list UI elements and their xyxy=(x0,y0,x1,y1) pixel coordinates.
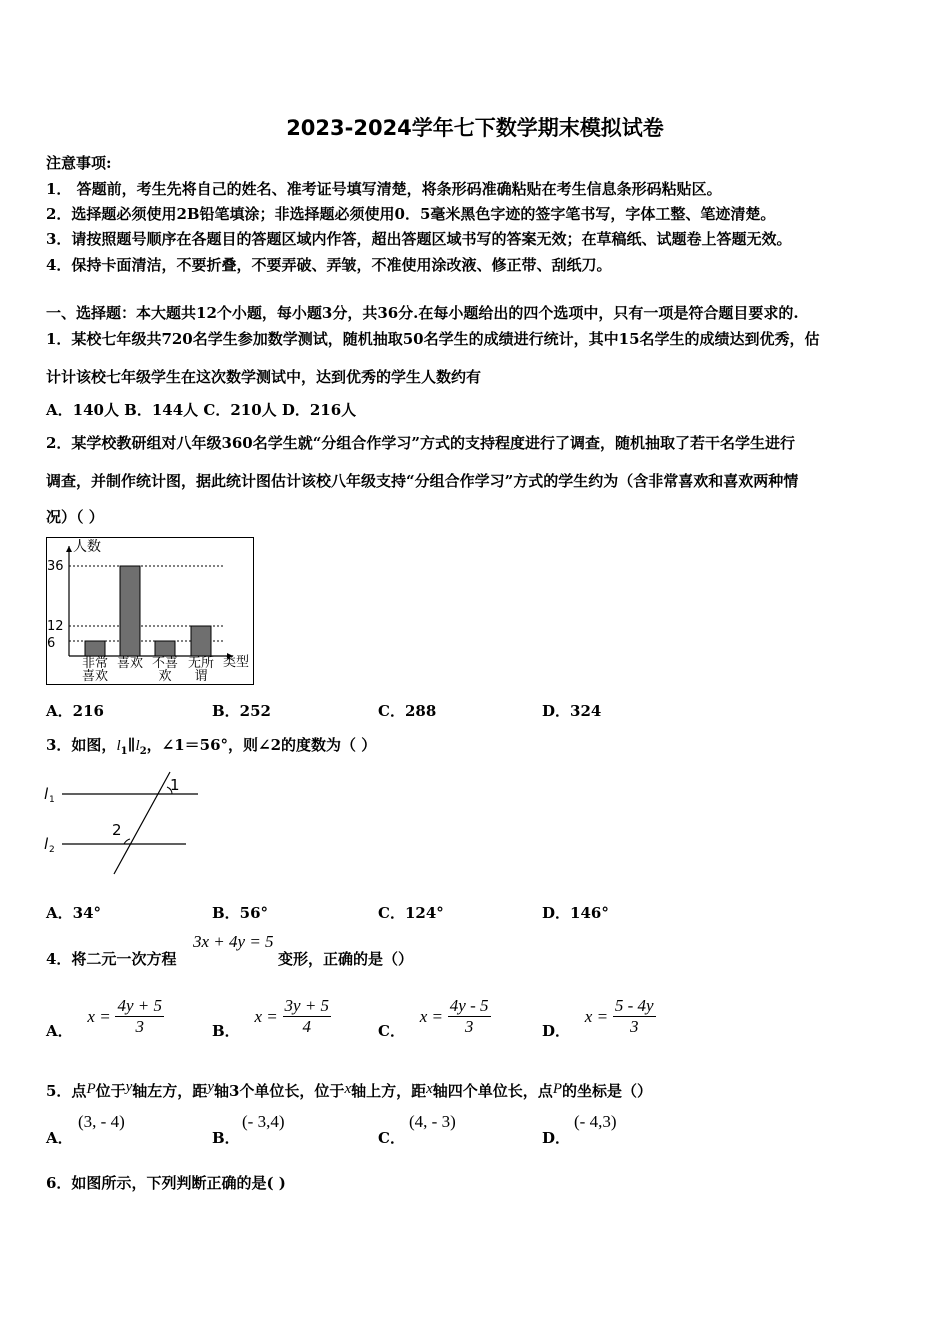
q4-option-b-lhs: x = xyxy=(254,1006,278,1026)
q5-p2: P xyxy=(552,1081,562,1097)
q4-option-d-label: D． xyxy=(542,1022,571,1040)
q3-l2: l xyxy=(135,738,140,754)
q4-stem-suffix: 变形，正确的是（） xyxy=(278,950,414,968)
q5-s4: 轴3个单位长，位于 xyxy=(213,1082,345,1100)
q3-l1-sub: 1 xyxy=(120,746,128,757)
q4-option-a-num: 4y + 5 xyxy=(117,996,163,1015)
q2-option-c: C．288 xyxy=(378,702,437,720)
q4-option-a-label: A． xyxy=(46,1022,73,1040)
q3-option-a: A．34° xyxy=(46,904,102,922)
q2-stem-line1: 2．某学校教研组对八年级360名学生就“分组合作学习”方式的支持程度进行了调查，随机抽取了若干名学生进行 xyxy=(46,434,796,452)
q2-stem-line2: 调查，并制作统计图，据此统计图估计该校八年级支持“分组合作学习”方式的学生约为（含非常喜欢和喜欢两种情 xyxy=(46,472,799,490)
q4-option-c-label: C． xyxy=(378,1022,405,1040)
section-heading: 一、选择题：本大题共12个小题，每小题3分，共36分.在每小题给出的四个选项中，只有一项是符合题目要求的. xyxy=(46,304,799,322)
bar-chart-frame xyxy=(46,537,254,685)
label-angle-2: 2 xyxy=(112,821,122,839)
q4-option-b-label: B． xyxy=(212,1022,240,1040)
x-tick-label-不喜欢-1: 欢 xyxy=(158,669,172,684)
bar-不喜欢 xyxy=(155,641,175,656)
bar-非常喜欢 xyxy=(85,641,105,656)
q4-equation: 3x + 4y = 5 xyxy=(193,932,274,951)
q6-stem: 6．如图所示，下列判断正确的是( ) xyxy=(46,1174,286,1192)
angle-2-arc xyxy=(124,839,130,844)
q5-option-a-value: (3, - 4) xyxy=(78,1112,125,1131)
q4-option-c xyxy=(378,992,491,1041)
y-axis-arrow xyxy=(66,546,72,552)
q4-option-b-frac xyxy=(283,996,332,1037)
x-tick-label-喜欢-0: 喜欢 xyxy=(116,656,144,671)
q3-stem-prefix: 3．如图， xyxy=(46,736,117,754)
q4-option-b-num: 3y + 5 xyxy=(284,996,330,1015)
notice-item-4: 4．保持卡面清洁，不要折叠，不要弄破、弄皱，不准使用涂改液、修正带、刮纸刀。 xyxy=(46,256,612,274)
q5-s7: 的坐标是（） xyxy=(561,1082,652,1100)
x-tick-label-非常喜欢-1: 喜欢 xyxy=(81,669,109,684)
q4-option-a xyxy=(46,992,164,1041)
x-tick-label-无所谓-0: 无所 xyxy=(187,656,215,671)
q5-option-c-label: C． xyxy=(378,1129,405,1147)
q5-s1: 5．点 xyxy=(46,1082,87,1100)
q2-option-a: A．216 xyxy=(46,702,104,720)
y-tick-label-12: 12 xyxy=(47,619,64,634)
q5-p1: P xyxy=(86,1081,96,1097)
q5-s2: 位于 xyxy=(95,1082,126,1100)
q3-option-b: B．56° xyxy=(212,904,269,922)
y-tick-label-36: 36 xyxy=(47,559,64,574)
y-tick-label-6: 6 xyxy=(47,636,56,651)
notice-heading: 注意事项: xyxy=(46,154,112,172)
page-title: 2023-2024学年七下数学期末模拟试卷 xyxy=(286,116,664,140)
q3-option-d: D．146° xyxy=(542,904,609,922)
q4-option-c-den: 3 xyxy=(464,1017,474,1036)
q4-stem-prefix: 4．将二元一次方程 xyxy=(46,950,177,968)
q5-s3: 轴左方，距 xyxy=(132,1082,208,1100)
q2-option-b: B．252 xyxy=(212,702,271,720)
q5-x2: x xyxy=(426,1081,433,1097)
bar-喜欢 xyxy=(120,566,140,656)
q5-option-c-value: (4, - 3) xyxy=(409,1112,456,1131)
notice-item-3: 3．请按照题号顺序在各题目的答题区域内作答，超出答题区域书写的答案无效；在草稿纸、试题卷上答题无效。 xyxy=(46,230,792,248)
q1-stem-line1: 1．某校七年级共720名学生参加数学测试，随机抽取50名学生的成绩进行统计，其中15名学生的成绩达到优秀，估 xyxy=(46,330,820,348)
q5-stem xyxy=(46,1080,652,1101)
q2-stem-line3: 况）（ ） xyxy=(46,508,104,526)
q4-option-c-lhs: x = xyxy=(419,1006,444,1026)
q1-options: A．140人 B．144人 C．210人 D．216人 xyxy=(46,401,357,419)
q5-y2: y xyxy=(207,1079,214,1095)
q3-parallel: ∥ xyxy=(127,736,136,754)
q4-option-d-lhs: x = xyxy=(584,1006,609,1026)
q5-s5: 轴上方，距 xyxy=(351,1082,427,1100)
q5-y1: y xyxy=(125,1079,133,1095)
q4-option-d-num: 5 - 4y xyxy=(614,996,654,1015)
label-l1-sub: 1 xyxy=(49,795,55,805)
q5-option-a-label: A． xyxy=(46,1129,73,1147)
label-l1: l xyxy=(44,785,49,803)
q5-option-b-label: B． xyxy=(212,1129,240,1147)
x-tick-label-非常喜欢-0: 非常 xyxy=(81,656,109,671)
x-tick-label-不喜欢-0: 不喜 xyxy=(151,656,179,671)
q4-option-a-den: 3 xyxy=(135,1017,144,1036)
label-angle-1: 1 xyxy=(170,776,180,794)
q5-x1: x xyxy=(344,1081,352,1097)
parallel-lines-figure xyxy=(40,770,210,880)
x-tick-label-无所谓-1: 谓 xyxy=(194,669,208,684)
notice-item-2: 2．选择题必须使用2B铅笔填涂；非选择题必须使用0．5毫米黑色字迹的签字笔书写，字体工整、笔迹清楚。 xyxy=(46,205,776,223)
q3-option-c: C．124° xyxy=(378,904,444,922)
q5-option-d-label: D． xyxy=(542,1129,571,1147)
bar-chart xyxy=(47,538,253,684)
transversal xyxy=(114,772,170,874)
q4-option-d-frac xyxy=(613,996,656,1037)
q4-option-c-num: 4y - 5 xyxy=(449,996,489,1015)
q3-stem xyxy=(46,734,376,757)
q3-stem-suffix: ，∠1＝56°，则∠2的度数为（ ） xyxy=(146,736,377,754)
label-l2: l xyxy=(44,835,49,853)
q2-option-d: D．324 xyxy=(542,702,602,720)
q4-option-d xyxy=(542,992,656,1041)
q5-option-d-value: (- 4,3) xyxy=(574,1112,617,1131)
q4-option-b xyxy=(212,992,331,1041)
q3-l2-sub: 2 xyxy=(139,746,147,757)
q4-option-c-frac xyxy=(448,996,491,1037)
bar-无所谓 xyxy=(191,626,211,656)
q4-option-b-den: 4 xyxy=(302,1017,312,1036)
q4-option-a-frac xyxy=(115,996,164,1037)
notice-item-1: 1． 答题前，考生先将自己的姓名、准考证号填写清楚，将条形码准确粘贴在考生信息条形码粘贴区。 xyxy=(46,180,722,198)
q3-l1: l xyxy=(116,738,121,754)
q5-option-b-value: (- 3,4) xyxy=(242,1112,285,1131)
q5-s6: 轴四个单位长，点 xyxy=(432,1082,553,1100)
q4-option-d-den: 3 xyxy=(629,1017,639,1036)
y-axis-label: 人数 xyxy=(73,539,101,555)
x-axis-label: 类型 xyxy=(223,655,250,670)
q1-stem-line2: 计计该校七年级学生在这次数学测试中，达到优秀的学生人数约有 xyxy=(46,368,482,386)
q4-option-a-lhs: x = xyxy=(87,1006,111,1026)
label-l2-sub: 2 xyxy=(49,845,55,855)
